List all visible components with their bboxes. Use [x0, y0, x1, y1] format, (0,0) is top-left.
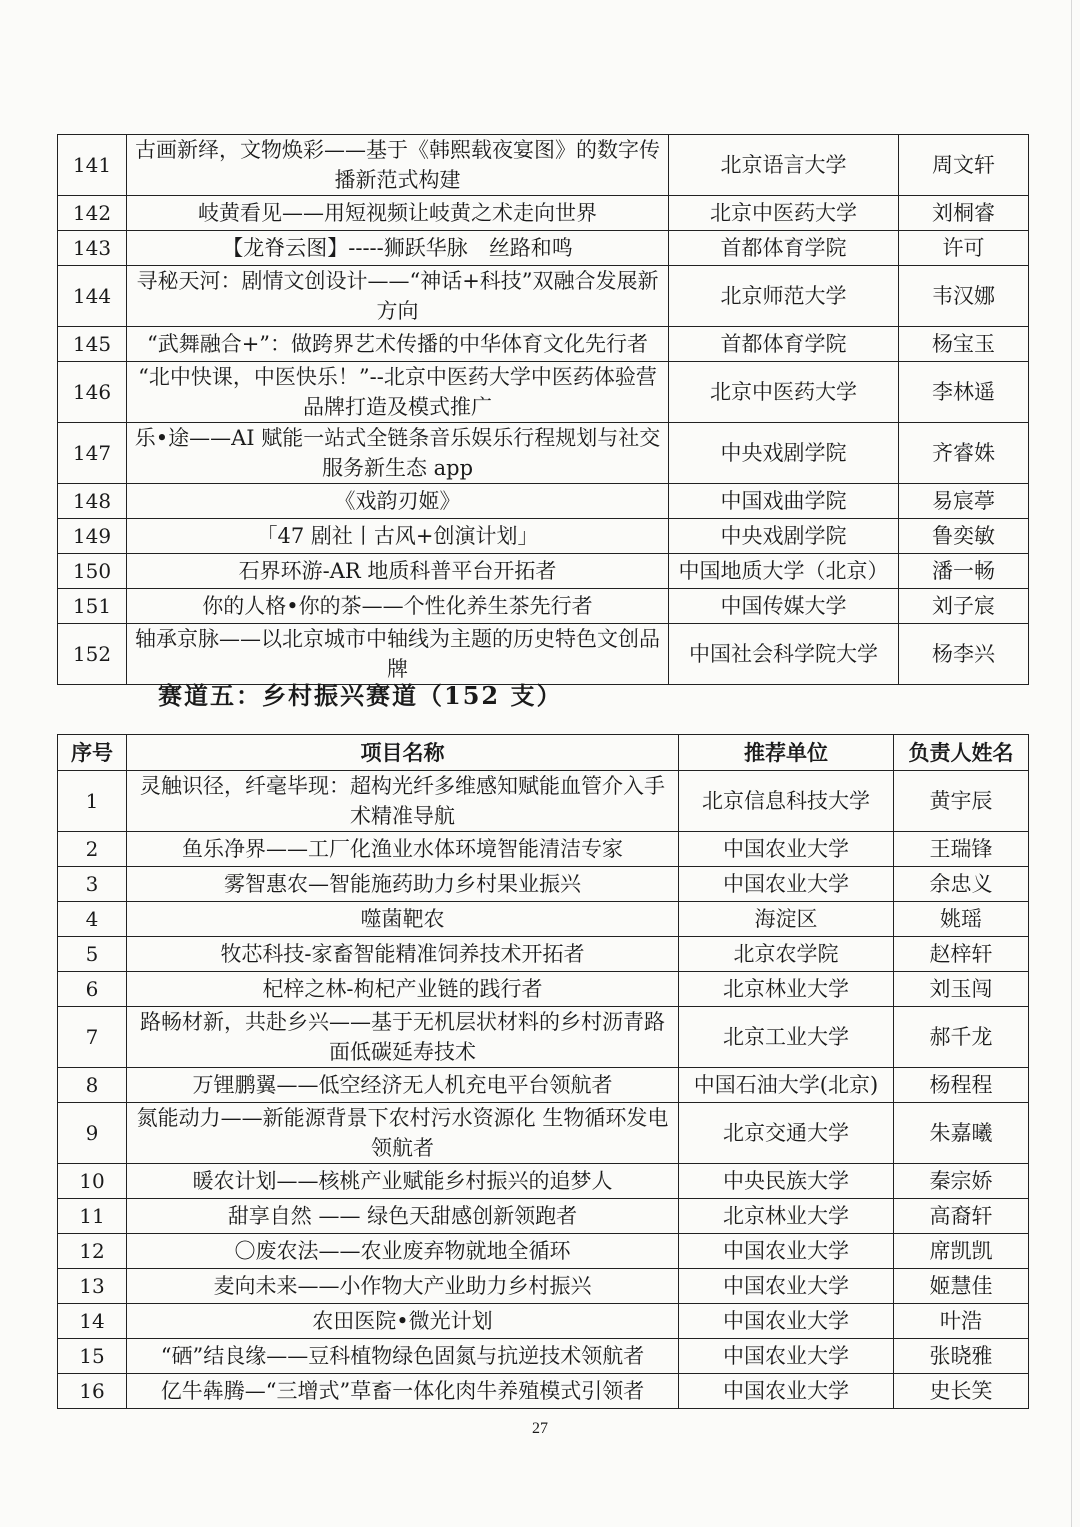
row-leader-name: 刘桐睿 [899, 196, 1029, 231]
row-serial-number: 14 [58, 1304, 127, 1339]
row-project-name: 亿牛犇腾—“三增式”草畜一体化肉牛养殖模式引领者 [127, 1374, 679, 1409]
row-leader-name: 刘子宸 [899, 589, 1029, 624]
row-project-name: 农田医院•微光计划 [127, 1304, 679, 1339]
table-row [58, 972, 1029, 1007]
row-serial-number: 12 [58, 1234, 127, 1269]
table-row [58, 327, 1029, 362]
row-leader-name: 杨李兴 [899, 624, 1029, 685]
row-recommending-unit: 首都体育学院 [669, 231, 899, 266]
table-row [58, 135, 1029, 196]
table-row [58, 937, 1029, 972]
row-leader-name: 史长笑 [894, 1374, 1029, 1409]
row-leader-name: 许可 [899, 231, 1029, 266]
row-project-name: 石界环游-AR 地质科普平台开拓者 [127, 554, 669, 589]
row-project-name: 暖农计划——核桃产业赋能乡村振兴的追梦人 [127, 1164, 679, 1199]
row-leader-name: 黄宇辰 [894, 771, 1029, 832]
row-recommending-unit: 中国石油大学(北京) [679, 1068, 894, 1103]
row-project-name: 鱼乐净界——工厂化渔业水体环境智能清洁专家 [127, 832, 679, 867]
row-recommending-unit: 北京中医药大学 [669, 196, 899, 231]
row-project-name: 氮能动力——新能源背景下农村污水资源化 生物循环发电领航者 [127, 1103, 679, 1164]
row-recommending-unit: 中国农业大学 [679, 1339, 894, 1374]
row-serial-number: 150 [58, 554, 127, 589]
row-leader-name: 杨宝玉 [899, 327, 1029, 362]
row-project-name: 寻秘天河：剧情文创设计——“神话+科技”双融合发展新方向 [127, 266, 669, 327]
row-serial-number: 151 [58, 589, 127, 624]
row-project-name: 【龙脊云图】-----狮跃华脉 丝路和鸣 [127, 231, 669, 266]
row-recommending-unit: 首都体育学院 [669, 327, 899, 362]
row-leader-name: 席凯凯 [894, 1234, 1029, 1269]
row-recommending-unit: 中国农业大学 [679, 832, 894, 867]
row-project-name: 牧芯科技-家畜智能精准饲养技术开拓者 [127, 937, 679, 972]
row-serial-number: 5 [58, 937, 127, 972]
row-serial-number: 10 [58, 1164, 127, 1199]
row-project-name: 噬菌靶农 [127, 902, 679, 937]
table-row [58, 867, 1029, 902]
row-leader-name: 王瑞锋 [894, 832, 1029, 867]
table-row [58, 1374, 1029, 1409]
row-serial-number: 146 [58, 362, 127, 423]
table-row [58, 231, 1029, 266]
row-leader-name: 刘玉闯 [894, 972, 1029, 1007]
row-project-name: 你的人格•你的茶——个性化养生茶先行者 [127, 589, 669, 624]
table-row [58, 1164, 1029, 1199]
row-recommending-unit: 中国地质大学（北京） [669, 554, 899, 589]
row-recommending-unit: 北京工业大学 [679, 1007, 894, 1068]
header-serial-number: 序号 [58, 735, 127, 771]
rural-revitalization-table [57, 734, 1029, 1409]
row-leader-name: 鲁奕敏 [899, 519, 1029, 554]
row-serial-number: 2 [58, 832, 127, 867]
row-leader-name: 杨程程 [894, 1068, 1029, 1103]
row-recommending-unit: 北京中医药大学 [669, 362, 899, 423]
row-serial-number: 15 [58, 1339, 127, 1374]
row-recommending-unit: 北京交通大学 [679, 1103, 894, 1164]
row-leader-name: 韦汉娜 [899, 266, 1029, 327]
row-serial-number: 16 [58, 1374, 127, 1409]
row-project-name: 雾智惠农—智能施药助力乡村果业振兴 [127, 867, 679, 902]
row-leader-name: 姬慧佳 [894, 1269, 1029, 1304]
row-leader-name: 朱嘉曦 [894, 1103, 1029, 1164]
table-row [58, 196, 1029, 231]
row-recommending-unit: 中央戏剧学院 [669, 423, 899, 484]
row-serial-number: 148 [58, 484, 127, 519]
row-recommending-unit: 中国社会科学院大学 [669, 624, 899, 685]
row-recommending-unit: 北京信息科技大学 [679, 771, 894, 832]
table-row [58, 1339, 1029, 1374]
row-recommending-unit: 中国农业大学 [679, 1374, 894, 1409]
table-header-row [58, 735, 1029, 771]
table-row [58, 1103, 1029, 1164]
table-row [58, 266, 1029, 327]
row-recommending-unit: 海淀区 [679, 902, 894, 937]
row-project-name: 路畅材新，共赴乡兴——基于无机层状材料的乡村沥青路面低碳延寿技术 [127, 1007, 679, 1068]
row-leader-name: 秦宗娇 [894, 1164, 1029, 1199]
table-row [58, 902, 1029, 937]
row-recommending-unit: 中国传媒大学 [669, 589, 899, 624]
row-serial-number: 147 [58, 423, 127, 484]
row-recommending-unit: 中国农业大学 [679, 867, 894, 902]
row-leader-name: 赵梓轩 [894, 937, 1029, 972]
row-project-name: 〇废农法——农业废弃物就地全循环 [127, 1234, 679, 1269]
table-row [58, 1199, 1029, 1234]
row-serial-number: 8 [58, 1068, 127, 1103]
row-project-name: 乐•途——AI 赋能一站式全链条音乐娱乐行程规划与社交服务新生态 app [127, 423, 669, 484]
section-title: 赛道五：乡村振兴赛道（152 支） [158, 681, 563, 710]
row-serial-number: 141 [58, 135, 127, 196]
table-row [58, 1234, 1029, 1269]
row-leader-name: 易宸葶 [899, 484, 1029, 519]
row-leader-name: 叶浩 [894, 1304, 1029, 1339]
table-row [58, 1269, 1029, 1304]
row-recommending-unit: 中央民族大学 [679, 1164, 894, 1199]
row-project-name: 杞梓之林-枸杞产业链的践行者 [127, 972, 679, 1007]
row-project-name: “武舞融合+”：做跨界艺术传播的中华体育文化先行者 [127, 327, 669, 362]
row-serial-number: 6 [58, 972, 127, 1007]
row-project-name: “北中快课，中医快乐！”--北京中医药大学中医药体验营品牌打造及模式推广 [127, 362, 669, 423]
row-project-name: 轴承京脉——以北京城市中轴线为主题的历史特色文创品牌 [127, 624, 669, 685]
row-serial-number: 144 [58, 266, 127, 327]
row-leader-name: 周文轩 [899, 135, 1029, 196]
table-row [58, 554, 1029, 589]
row-serial-number: 7 [58, 1007, 127, 1068]
row-leader-name: 潘一畅 [899, 554, 1029, 589]
row-serial-number: 149 [58, 519, 127, 554]
row-leader-name: 李林遥 [899, 362, 1029, 423]
row-recommending-unit: 北京农学院 [679, 937, 894, 972]
row-serial-number: 145 [58, 327, 127, 362]
row-recommending-unit: 北京林业大学 [679, 972, 894, 1007]
row-project-name: 《戏韵刃姬》 [127, 484, 669, 519]
row-leader-name: 姚瑶 [894, 902, 1029, 937]
row-recommending-unit: 北京林业大学 [679, 1199, 894, 1234]
row-serial-number: 13 [58, 1269, 127, 1304]
table-row [58, 832, 1029, 867]
row-project-name: 万锂鹏翼——低空经济无人机充电平台领航者 [127, 1068, 679, 1103]
row-project-name: 麦向未来——小作物大产业助力乡村振兴 [127, 1269, 679, 1304]
row-serial-number: 9 [58, 1103, 127, 1164]
table-row [58, 1007, 1029, 1068]
row-recommending-unit: 中央戏剧学院 [669, 519, 899, 554]
table-row [58, 362, 1029, 423]
table-row [58, 423, 1029, 484]
row-leader-name: 张晓雅 [894, 1339, 1029, 1374]
row-recommending-unit: 中国戏曲学院 [669, 484, 899, 519]
row-recommending-unit: 中国农业大学 [679, 1269, 894, 1304]
row-project-name: 灵触识径，纤毫毕现：超构光纤多维感知赋能血管介入手术精准导航 [127, 771, 679, 832]
scan-edge-line [1071, 0, 1072, 1527]
header-recommending-unit: 推荐单位 [679, 735, 894, 771]
table-row [58, 519, 1029, 554]
row-serial-number: 4 [58, 902, 127, 937]
header-leader-name: 负责人姓名 [894, 735, 1029, 771]
row-leader-name: 齐睿姝 [899, 423, 1029, 484]
row-serial-number: 1 [58, 771, 127, 832]
row-serial-number: 152 [58, 624, 127, 685]
row-project-name: 古画新绎，文物焕彩——基于《韩熙载夜宴图》的数字传播新范式构建 [127, 135, 669, 196]
table-row [58, 771, 1029, 832]
row-recommending-unit: 中国农业大学 [679, 1304, 894, 1339]
row-project-name: 岐黄看见——用短视频让岐黄之术走向世界 [127, 196, 669, 231]
row-leader-name: 余忠义 [894, 867, 1029, 902]
row-project-name: “硒”结良缘——豆科植物绿色固氮与抗逆技术领航者 [127, 1339, 679, 1374]
project-table-continued [57, 134, 1029, 685]
table-row [58, 1304, 1029, 1339]
table-row [58, 484, 1029, 519]
page-number: 27 [532, 1420, 548, 1437]
row-recommending-unit: 中国农业大学 [679, 1234, 894, 1269]
table-row [58, 589, 1029, 624]
row-project-name: 甜享自然 —— 绿色天甜感创新领跑者 [127, 1199, 679, 1234]
row-serial-number: 142 [58, 196, 127, 231]
row-recommending-unit: 北京师范大学 [669, 266, 899, 327]
row-serial-number: 143 [58, 231, 127, 266]
row-serial-number: 3 [58, 867, 127, 902]
row-leader-name: 高裔轩 [894, 1199, 1029, 1234]
row-serial-number: 11 [58, 1199, 127, 1234]
table-row [58, 1068, 1029, 1103]
row-project-name: 「47 剧社丨古风+创演计划」 [127, 519, 669, 554]
row-recommending-unit: 北京语言大学 [669, 135, 899, 196]
header-project-name: 项目名称 [127, 735, 679, 771]
row-leader-name: 郝千龙 [894, 1007, 1029, 1068]
